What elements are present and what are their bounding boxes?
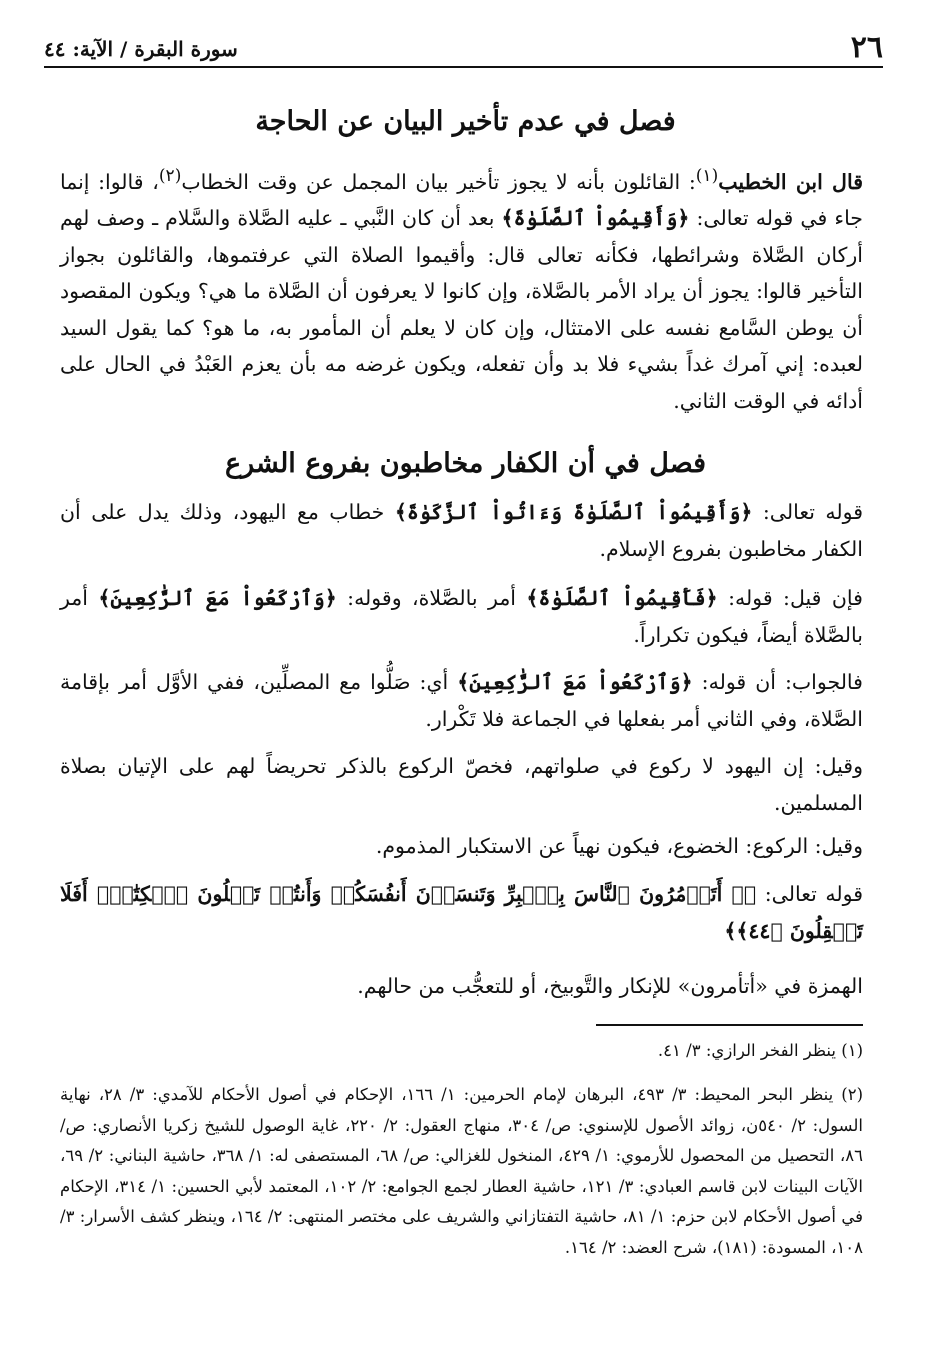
text: فالجواب: أن قوله:	[692, 670, 863, 694]
paragraph-said-1: وقيل: إن اليهود لا ركوع في صلواتهم، فخصّ الركوع بالذكر تحريضاً لهم على الإتيان بصلاة المسلمين.	[60, 754, 863, 815]
paragraph-hamza: الهمزة في «أتأمرون» للإنكار والتَّوبيخ، أو للتعجُّب من حالهم.	[357, 974, 863, 998]
footnote-ref-2: (٢)	[158, 166, 182, 186]
footnote-2: (٢) ينظر البحر المحيط: ٣/ ٤٩٣، البرهان لإمام الحرمين: ١/ ١٦٦، الإحكام في أصول الأحكام للآمدي: ٣/ ٢٨، نهاية السول: ٢/ ٥٤٠ن، زوائد الأصول للإسنوي: ص/ ٣٠٤، منهاج العقول: ٢/ ٢٢٠، غاية الوصول للشيخ زكريا الأنصاري: ص/ ٨٦، التحصيل من المحصول للأرموي: ١/ ٤٢٩، المنخول للغزالي: ص/ ٦٨، المستصفى له: ١/ ٣٦٨، حاشية البناني: ٢/ ٦٩، الآيات البينات لابن قاسم العبادي: ٣/ ١٢١، حاشية العطار لجمع الجوامع: ٢/ ١٠٢، المعتمد لأبي الحسين: ١/ ٣١٤، الإحكام في أصول الأحكام لابن حزم: ١/ ٨١، حاشية التفتازاني والشريف على مختصر المنتهى: ٢/ ١٦٤، وينظر كشف الأسرار: ٣/ ١٠٨، المسودة: (١٨١)، شرح العضد: ٢/ ١٦٤.	[60, 1085, 864, 1257]
section-heading-1: فصل في عدم تأخير البيان عن الحاجة	[255, 106, 676, 137]
text: خطاب مع اليهود، وذلك يدل على أن الكفار مخاطبون بفروع الإسلام.	[60, 500, 863, 561]
paragraph-disbelievers-addressed	[60, 494, 863, 567]
page-header	[44, 24, 883, 68]
text: فإن قيل: قوله:	[717, 586, 863, 610]
text: أمر بالصَّلاة، وقوله:	[336, 586, 527, 610]
text: ، قالوا: إنما جاء في قوله تعالى:	[60, 169, 863, 231]
text: أمر بالصَّلاة أيضاً، فيكون تكراراً.	[60, 586, 863, 647]
running-title: سورة البقرة / الآية: ٤٤	[44, 37, 238, 61]
text: أي: صَلُّوا مع المصلِّين، ففي الأوَّل أمر بإقامة الصَّلاة، وفي الثاني أمر بفعلها في الجماعة فلا تَكْرار.	[60, 670, 863, 731]
paragraph-said-2: وقيل: الركوع: الخضوع، فيكون نهياً عن الاستكبار المذموم.	[375, 834, 863, 858]
quran-quote: ﴿وَأَقِيمُواْ ٱلصَّلَوٰةَ﴾	[501, 206, 690, 231]
quran-quote: ﴿وَٱرْكَعُواْ مَعَ ٱلرَّٰكِعِينَ﴾	[457, 670, 693, 694]
footnote-ref-1: (١)	[695, 166, 719, 186]
section-heading-2: فصل في أن الكفار مخاطبون بفروع الشرع	[224, 448, 707, 479]
quran-quote: ﴿وَٱرْكَعُواْ مَعَ ٱلرَّٰكِعِينَ﴾	[98, 586, 337, 610]
quran-quote: ﴿فَأَقِيمُواْ ٱلصَّلَوٰةَ﴾	[526, 586, 718, 610]
quran-quote: ﴿وَأَقِيمُواْ ٱلصَّلَوٰةَ وَءَاتُواْ ٱلزَّكَوٰةَ﴾	[394, 500, 753, 524]
page-number: ٢٦	[850, 30, 883, 65]
paragraph-ibn-al-khatib	[60, 158, 863, 419]
quran-quote: ﴿۞ أَتَأۡمُرُونَ ٱلنَّاسَ بِٱلۡبِرِّ وَتَنسَوۡنَ أَنفُسَكُمۡ وَأَنتُمۡ تَتۡلُونَ ٱلۡكِتَٰبَۚ أَفَلَا تَعۡقِلُونَ ﴿٤٤﴾﴾	[60, 882, 863, 943]
text: قوله تعالى:	[752, 500, 863, 524]
text: بعد أن كان النَّبي ـ عليه الصَّلاة والسَّلام ـ وصف لهم أركان الصَّلاة وشرائطها، فكأنه تعالى قال: وأقيموا الصلاة التي عرفتموها، والقائلون بجواز التأخير قالوا: يجوز أن يراد الأمر بالصَّلاة، وإن كانوا لا يعرفون أن الصَّلاة ما هي؟ ويكون المقصود أن يوطن السَّامع نفسه على الامتثال، وإن كان لا يعلم أن المأمور به، ما هو؟ كما يقول السيد لعبده: إني آمرك غداً بشيء فلا بد وأن تفعله، ويكون غرضه مه بأن يعزم العَبْدُ في الحال على أدائه في الوقت الثاني.	[60, 206, 863, 413]
text: : القائلون بأنه لا يجوز تأخير بيان المجمل عن وقت الخطاب	[181, 169, 696, 194]
speaker-name: قال ابن الخطيب	[718, 169, 863, 194]
paragraph-objection	[60, 580, 863, 653]
paragraph-answer	[60, 664, 863, 737]
footnote-separator	[596, 1024, 863, 1026]
text: قوله تعالى:	[756, 882, 863, 906]
paragraph-verse-44	[60, 876, 863, 949]
footnote-1: (١) ينظر الفخر الرازي: ٣/ ٤١.	[657, 1041, 863, 1060]
